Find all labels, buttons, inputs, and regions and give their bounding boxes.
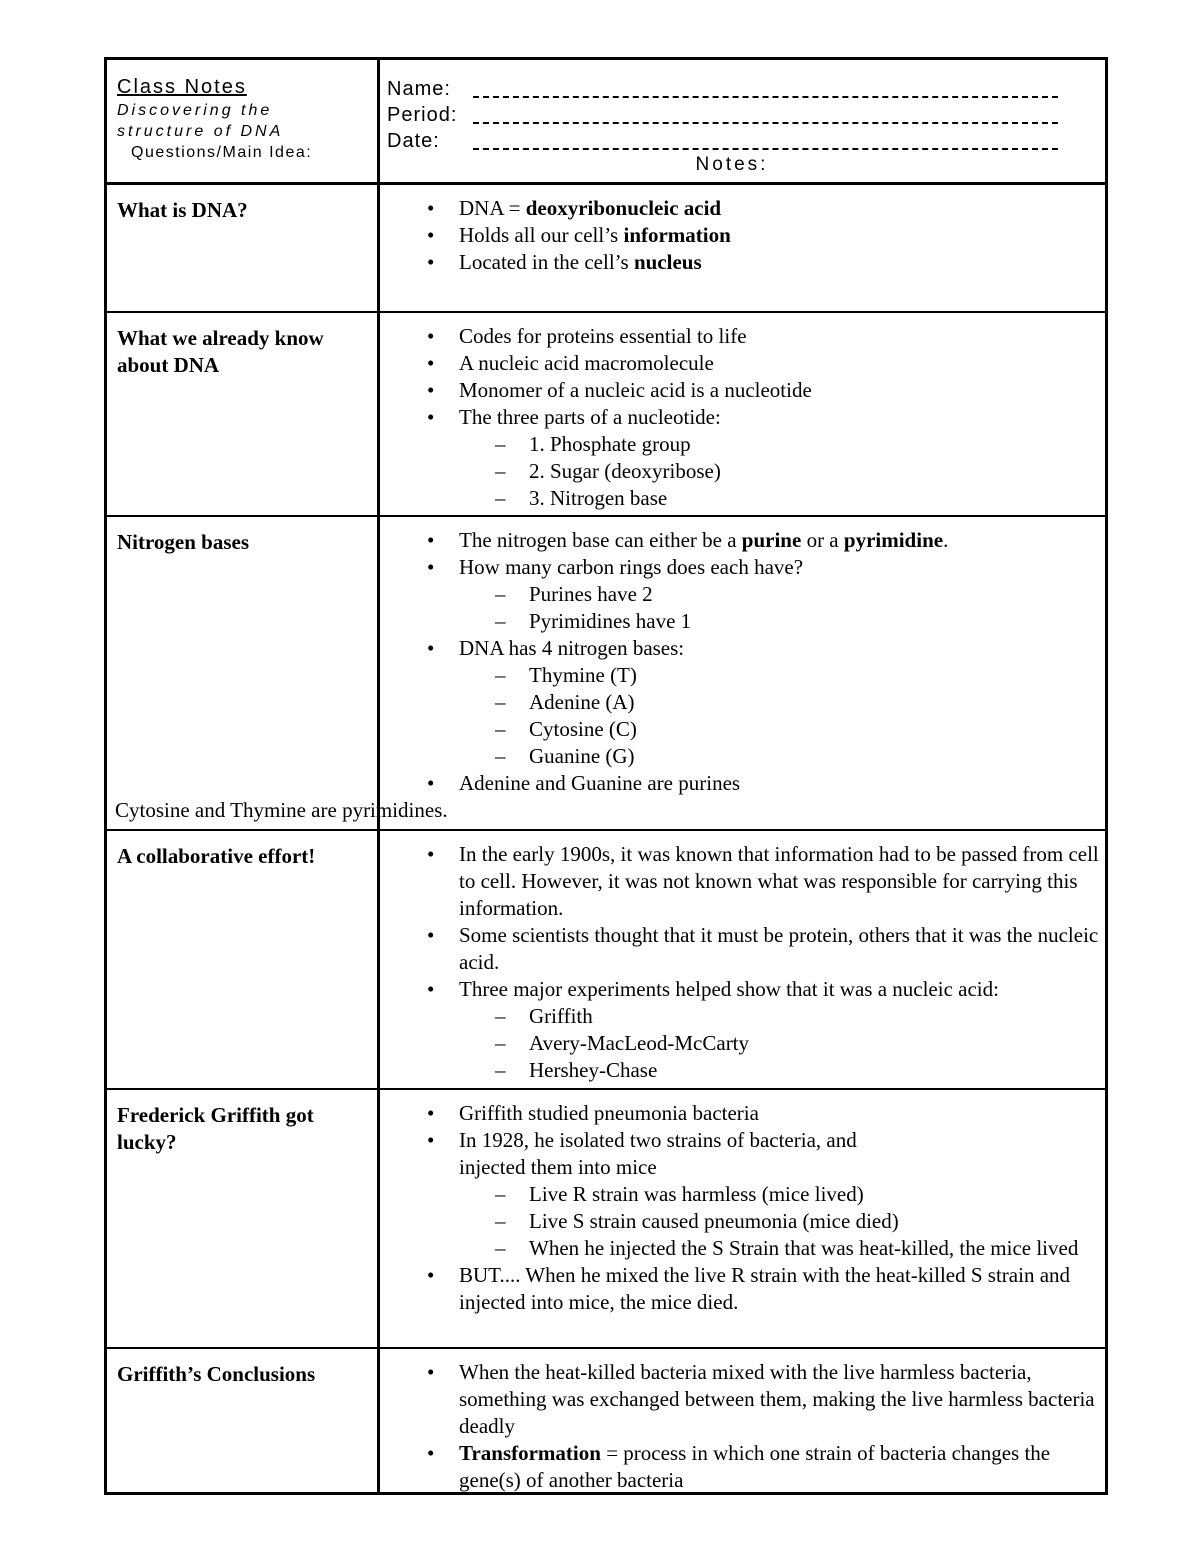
sub-item: – Adenine (A) — [387, 689, 1099, 716]
sub-item: – Thymine (T) — [387, 662, 1099, 689]
question-label: Griffith’s Conclusions — [117, 1362, 316, 1386]
notes-list — [115, 527, 1099, 824]
section-what-we-know — [107, 311, 1105, 515]
sub-item: – Purines have 2 — [387, 581, 1099, 608]
list-item: • The three parts of a nucleotide: — [387, 404, 1099, 431]
name-field[interactable] — [387, 76, 1107, 102]
period-blank[interactable] — [473, 107, 1058, 124]
list-item: • DNA has 4 nitrogen bases: — [387, 635, 1099, 662]
sub-item: – 1. Phosphate group — [387, 431, 1099, 458]
notes-label: Notes: — [695, 154, 769, 175]
notes-list — [387, 195, 1099, 276]
list-item: • DNA = deoxyribonucleic acid — [387, 195, 1099, 222]
sub-item: – 2. Sugar (deoxyribose) — [387, 458, 1099, 485]
sub-item: – Hershey-Chase — [387, 1057, 1099, 1084]
list-item: • Griffith studied pneumonia bacteria — [387, 1100, 1099, 1127]
list-item: • Transformation = process in which one strain of bacteria changes the gene(s) of another bacteria — [387, 1440, 1099, 1494]
sub-item: – Cytosine (C) — [387, 716, 1099, 743]
notes-list — [387, 323, 1099, 512]
header-left — [117, 74, 372, 164]
sheet-title: Class Notes — [117, 76, 247, 98]
period-label: Period: — [387, 104, 458, 126]
list-item: • Some scientists thought that it must be protein, others that it was the nucleic acid. — [387, 922, 1099, 976]
list-item: • A nucleic acid macromolecule — [387, 350, 1099, 377]
list-item: • BUT.... When he mixed the live R strain with the heat-killed S strain and injected into mice, the mice died. — [387, 1262, 1099, 1316]
list-item: • How many carbon rings does each have? — [387, 554, 1099, 581]
sub-item: – Live S strain caused pneumonia (mice died) — [387, 1208, 1099, 1235]
plain-line: Cytosine and Thymine are pyrimidines. — [115, 798, 448, 822]
sub-item: – When he injected the S Strain that was heat-killed, the mice lived — [387, 1235, 1099, 1262]
question-label: Nitrogen bases — [117, 530, 250, 554]
list-item: • Holds all our cell’s information — [387, 222, 1099, 249]
sub-item: – Guanine (G) — [387, 743, 1099, 770]
sheet-subtitle-line1: Discovering the — [117, 102, 273, 119]
list-item: • Adenine and Guanine are purines — [387, 770, 1099, 797]
period-field[interactable] — [387, 102, 1107, 128]
sub-item: – Griffith — [387, 1003, 1099, 1030]
notes-list — [387, 1359, 1099, 1494]
header-fields — [387, 76, 1107, 176]
header-row — [107, 60, 1105, 184]
sub-item: – Live R strain was harmless (mice lived) — [387, 1181, 1099, 1208]
question-label: A collaborative effort! — [117, 844, 316, 868]
section-nitrogen-bases — [107, 515, 1105, 829]
list-item: • Three major experiments helped show that it was a nucleic acid: — [387, 976, 1099, 1003]
questions-label: Questions/Main Idea: — [131, 144, 313, 161]
list-item: • When the heat-killed bacteria mixed with the live harmless bacteria, something was exchanged between them, making the live harmless bacteria deadly — [387, 1359, 1099, 1440]
date-label: Date: — [387, 130, 440, 152]
question-label: What we already know about DNA — [117, 326, 324, 377]
list-item: • Monomer of a nucleic acid is a nucleotide — [387, 377, 1099, 404]
notes-sheet — [104, 57, 1108, 1495]
section-griffith — [107, 1088, 1105, 1347]
sub-item: – Avery-MacLeod-McCarty — [387, 1030, 1099, 1057]
sub-item: – Pyrimidines have 1 — [387, 608, 1099, 635]
list-item: • In 1928, he isolated two strains of bacteria, and injected them into mice — [387, 1127, 879, 1181]
date-blank[interactable] — [473, 133, 1058, 150]
question-label: Frederick Griffith got lucky? — [117, 1103, 314, 1154]
list-item: • The nitrogen base can either be a purine or a pyrimidine. — [387, 527, 1099, 554]
notes-list — [387, 1100, 1099, 1316]
list-item: • Codes for proteins essential to life — [387, 323, 1099, 350]
notes-list — [387, 841, 1099, 1084]
question-label: What is DNA? — [117, 198, 248, 222]
section-griffith-conclusions — [107, 1347, 1105, 1495]
list-item: • Located in the cell’s nucleus — [387, 249, 1099, 276]
sheet-subtitle-line2: structure of DNA — [117, 123, 284, 140]
section-what-is-dna — [107, 182, 1105, 311]
name-label: Name: — [387, 78, 451, 100]
sub-item: – 3. Nitrogen base — [387, 485, 1099, 512]
list-item: • In the early 1900s, it was known that information had to be passed from cell to cell. However, it was not known what was responsible for carrying this information. — [387, 841, 1099, 922]
date-field[interactable] — [387, 128, 1107, 154]
name-blank[interactable] — [473, 81, 1058, 98]
section-collaborative-effort — [107, 829, 1105, 1088]
